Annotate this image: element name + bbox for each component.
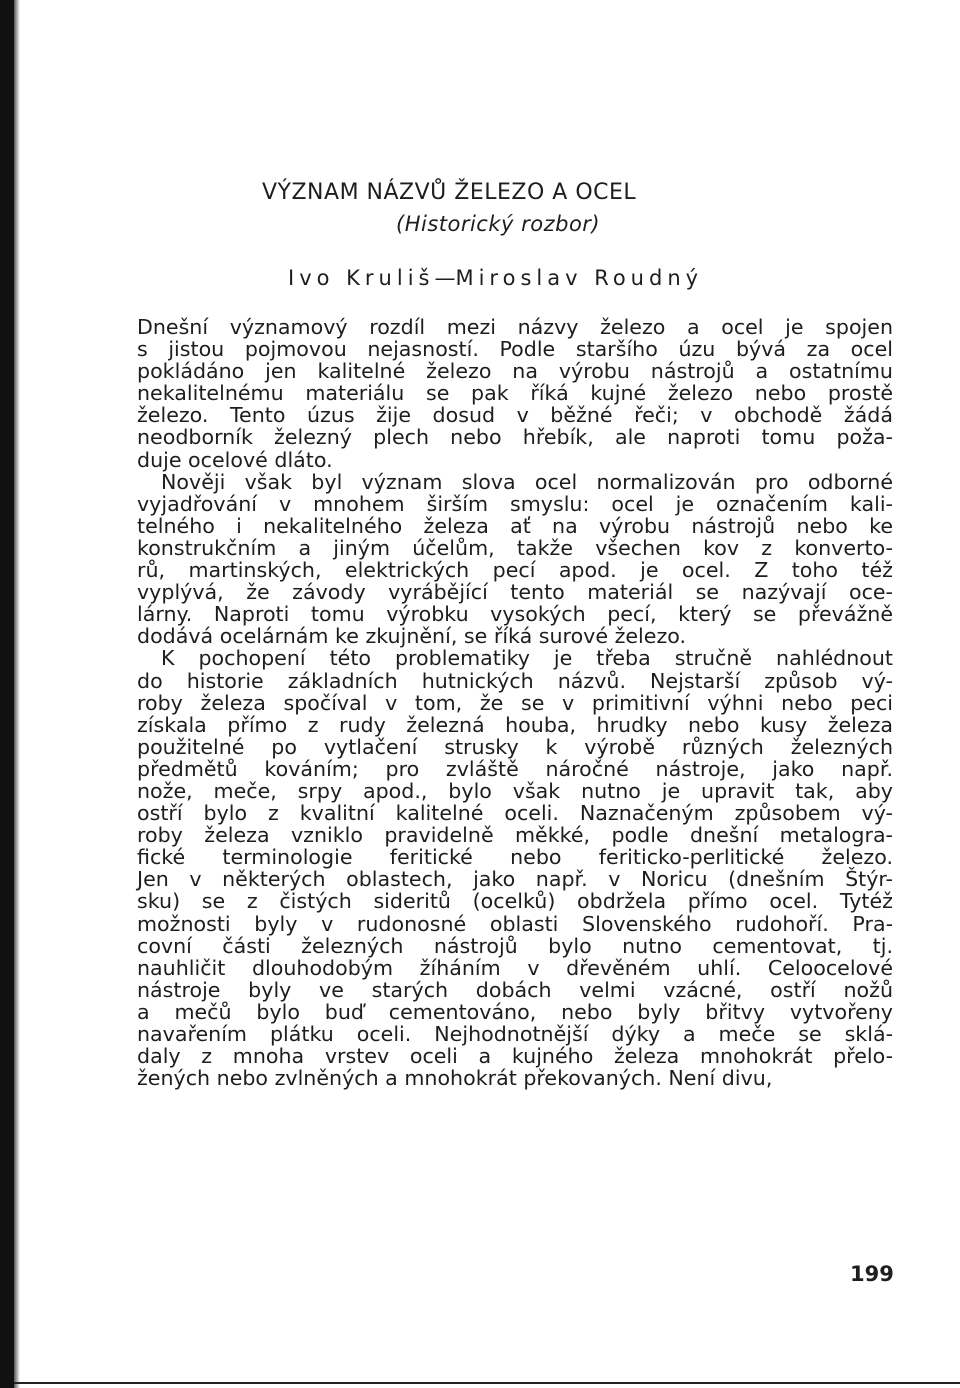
text-line: roby železa spočíval v tom, že se v primitivní výhni nebo peci xyxy=(137,690,893,715)
text-line: Jen v některých oblastech, jako např. v Noricu (dnešním Štýr- xyxy=(137,867,893,892)
text-line: konstrukčním a jiným účelům, takže všechen kov z konverto- xyxy=(137,535,893,560)
text-line: covní části železných nástrojů bylo nutno cementovat, tj. xyxy=(137,933,893,958)
paragraph-3 xyxy=(137,647,893,1089)
author-separator: — xyxy=(434,266,456,290)
paragraph-2 xyxy=(137,471,893,648)
text-line: do historie základních hutnických názvů. Nejstarší způsob vý- xyxy=(137,668,893,693)
text-line: rů, martinských, elektrických pecí apod. je ocel. Z toho též xyxy=(137,558,893,583)
text-line: předmětů kováním; pro zvláště náročné nástroje, jako např. xyxy=(137,756,893,781)
text-line: nože, meče, srpy apod., bylo však nutno je upravit tak, aby xyxy=(137,778,893,803)
text-line: s jistou pojmovou nejasností. Podle staršího úzu bývá za ocel xyxy=(137,337,893,362)
text-line: neodborník železný plech nebo hřebík, ale naproti tomu poža- xyxy=(137,425,893,450)
text-line: telného i nekalitelného železa ať na výrobu nástrojů nebo ke xyxy=(137,513,893,538)
page-bottom-edge xyxy=(14,1382,960,1384)
text-line: navařením plátku oceli. Nejhodnotnější dýky a meče se sklá- xyxy=(137,1022,893,1046)
text-line: lárny. Naproti tomu výrobku vysokých pecí, který se převážně xyxy=(137,602,893,627)
text-line: Dnešní významový rozdíl mezi názvy železo a ocel je spojen xyxy=(137,315,893,339)
article-authors xyxy=(288,266,703,290)
article-body xyxy=(137,316,893,1089)
text-line: daly z mnoha vrstev oceli a kujného železa mnohokrát přelo- xyxy=(137,1044,893,1069)
article-title: VÝZNAM NÁZVŮ ŽELEZO A OCEL xyxy=(262,180,637,205)
text-line: sku) se z čistých sideritů (ocelků) obdržela přímo ocel. Tytéž xyxy=(137,889,893,914)
text-line: roby železa vzniklo pravidelně měkké, podle dnešní metalogra- xyxy=(137,823,893,848)
text-line: železo. Tento úzus žije dosud v běžné řeči; v obchodě žádá xyxy=(137,403,893,428)
article-subtitle: (Historický rozbor) xyxy=(396,212,601,236)
book-spine-shadow xyxy=(0,0,14,1388)
text-line: K pochopení této problematiky je třeba stručně nahlédnout xyxy=(161,646,893,671)
text-line: a mečů bylo buď cementováno, nebo byly břitvy vytvořeny xyxy=(137,999,893,1024)
text-line: pokládáno jen kalitelné železo na výrobu nástrojů a ostatnímu xyxy=(137,359,893,384)
text-line: žených nebo zvlněných a mnohokrát překovaných. Není divu, xyxy=(137,1066,773,1091)
text-line: fické terminologie feritické nebo feriticko-perlitické železo. xyxy=(137,845,893,870)
text-line: vyjadřování v mnohem širším smyslu: ocel je označením kali- xyxy=(137,491,893,516)
text-line: nekalitelnému materiálu se pak říká kujné železo nebo prostě xyxy=(137,381,893,406)
text-line: nástroje byly ve starých dobách velmi vzácné, ostří nožů xyxy=(137,977,893,1002)
author-2: Miroslav Roudný xyxy=(455,266,704,290)
text-line: duje ocelové dláto. xyxy=(137,447,333,472)
text-line: získala přímo z rudy železná houba, hrudky nebo kusy železa xyxy=(137,712,893,737)
text-line: nauhličit dlouhodobým žíháním v dřevěném uhlí. Celoocelové xyxy=(137,955,893,980)
book-gutter-gradient xyxy=(14,0,20,1388)
text-line: použitelné po vytlačení strusky k výrobě různých železných xyxy=(137,734,893,759)
paragraph-1 xyxy=(137,316,893,471)
author-1: Ivo Kruliš xyxy=(288,266,435,290)
text-line: ostří bylo z kvalitní kalitelné oceli. Naznačeným způsobem vý- xyxy=(137,801,893,826)
page-number: 199 xyxy=(850,1262,894,1286)
text-line: Nověji však byl význam slova ocel normalizován pro odborné xyxy=(161,469,893,494)
text-line: možnosti byly v rudonosné oblasti Slovenského rudohoří. Pra- xyxy=(137,911,893,936)
text-line: vyplývá, že závody vyrábějící tento materiál se nazývají oce- xyxy=(137,580,893,605)
text-line: dodává ocelárnám ke zkujnění, se říká surové železo. xyxy=(137,624,687,649)
